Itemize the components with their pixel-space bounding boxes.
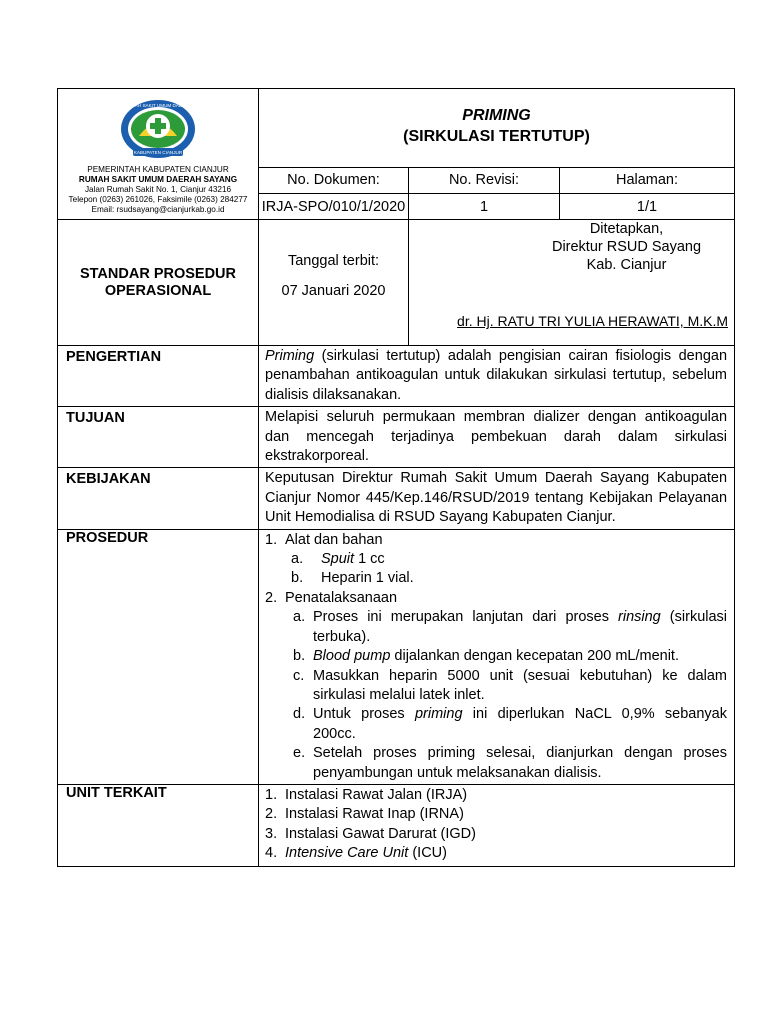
section-label-pengertian: PENGERTIAN (58, 346, 259, 407)
revision-label: No. Revisi: (409, 168, 560, 194)
issue-date-value: 07 Januari 2020 (281, 283, 386, 299)
term-priming: Priming (265, 348, 315, 364)
procedure-step-2c: c. Masukkan heparin 5000 unit (sesuai kebutuhan) ke dalam sirkulasi melalui latek inlet. (293, 667, 728, 703)
sop-table (57, 88, 735, 867)
pengertian-text: (sirkulasi tertutup) adalah pengisian cairan fisiologis dengan penambahan antikoagulan untuk dilakukan sirkulasi tertutup, sebelum dialisis dilaksanakan. (265, 348, 728, 403)
title-sub: (SIRKULASI TERTUTUP) (403, 128, 590, 145)
procedure-step-2d: d. Untuk proses priming ini diperlukan NaCL 0,9% sebanyak 200cc. (293, 706, 727, 742)
section-label-tujuan: TUJUAN (58, 407, 259, 468)
approval-line2: Direktur RSUD Sayang (551, 239, 702, 255)
doc-no-label: No. Dokumen: (259, 168, 409, 194)
section-body-kebijakan: Keputusan Direktur Rumah Sakit Umum Daerah Sayang Kabupaten Cianjur Nomor 445/Kep.146/RSUD/2019 tentang Kebijakan Pelayanan Unit Hemodialisa di RSUD Sayang Kabupaten Cianjur. (259, 468, 735, 529)
signatory-name: dr. Hj. RATU TRI YULIA HERAWATI, M.K.M (457, 313, 729, 329)
procedure-step-1: 1. Alat dan bahan (265, 531, 383, 548)
section-body-unit-terkait (259, 784, 735, 866)
issue-date-cell (259, 220, 409, 346)
page-value: 1/1 (560, 194, 735, 220)
hospital-email: Email: rsudsayang@cianjurkab.go.id (91, 205, 225, 214)
approval-line3: Kab. Cianjur (586, 257, 667, 273)
procedure-step-1b: b. Heparin 1 vial. (291, 570, 414, 587)
approval-cell (409, 220, 735, 346)
hospital-logo (119, 99, 197, 163)
title-main: PRIMING (462, 107, 531, 124)
approval-line1: Ditetapkan, (589, 221, 664, 237)
procedure-step-2: 2. Penatalaksanaan (265, 589, 398, 606)
section-body-pengertian (259, 346, 735, 407)
unit-item: 3. Instalasi Gawat Darurat (IGD) (265, 825, 476, 842)
section-label-kebijakan: KEBIJAKAN (58, 468, 259, 529)
sop-title-line1: STANDAR PROSEDUR (79, 265, 237, 282)
svg-text:RUMAH SAKIT UMUM DAERAH: RUMAH SAKIT UMUM DAERAH (124, 103, 192, 108)
procedure-step-2a: a. Proses ini merupakan lanjutan dari proses rinsing (sirkulasi terbuka). (293, 609, 728, 645)
unit-item: 2. Instalasi Rawat Inap (IRNA) (265, 806, 464, 823)
unit-item: 4. Intensive Care Unit (ICU) (265, 845, 447, 862)
svg-text:KABUPATEN CIANJUR: KABUPATEN CIANJUR (133, 150, 183, 155)
section-label-unit-terkait: UNIT TERKAIT (58, 784, 259, 866)
hospital-phone: Telepon (0263) 261026, Faksimile (0263) 284277 (68, 195, 248, 204)
sop-document (57, 88, 734, 867)
institution-header (58, 89, 259, 220)
procedure-step-1a: a. Spuit 1 cc (291, 551, 385, 568)
issue-date-label: Tanggal terbit: (287, 253, 380, 269)
document-title (259, 89, 735, 168)
gov-name: PEMERINTAH KABUPATEN CIANJUR (87, 165, 229, 174)
hospital-name: RUMAH SAKIT UMUM DAERAH SAYANG (78, 175, 238, 184)
procedure-step-2e: e. Setelah proses priming selesai, dianjurkan dengan proses penyambungan untuk melaksanakan dialisis. (293, 745, 728, 781)
revision-value: 1 (409, 194, 560, 220)
unit-item: 1. Instalasi Rawat Jalan (IRJA) (265, 786, 468, 803)
section-label-prosedur: PROSEDUR (58, 529, 259, 784)
procedure-step-2b: b. Blood pump dijalankan dengan kecepatan 200 mL/menit. (293, 648, 679, 665)
hospital-address: Jalan Rumah Sakit No. 1, Cianjur 43216 (84, 185, 232, 194)
page-label: Halaman: (560, 168, 735, 194)
sop-title-line2: OPERASIONAL (104, 282, 212, 299)
section-body-prosedur (259, 529, 735, 784)
doc-no-value: IRJA-SPO/010/1/2020 (259, 194, 409, 220)
sop-title (58, 220, 259, 346)
section-body-tujuan: Melapisi seluruh permukaan membran dializer dengan antikoagulan dan mencegah terjadinya pembekuan darah dalam sirkulasi ekstrakorporeal. (259, 407, 735, 468)
institution-letterhead (58, 165, 258, 215)
